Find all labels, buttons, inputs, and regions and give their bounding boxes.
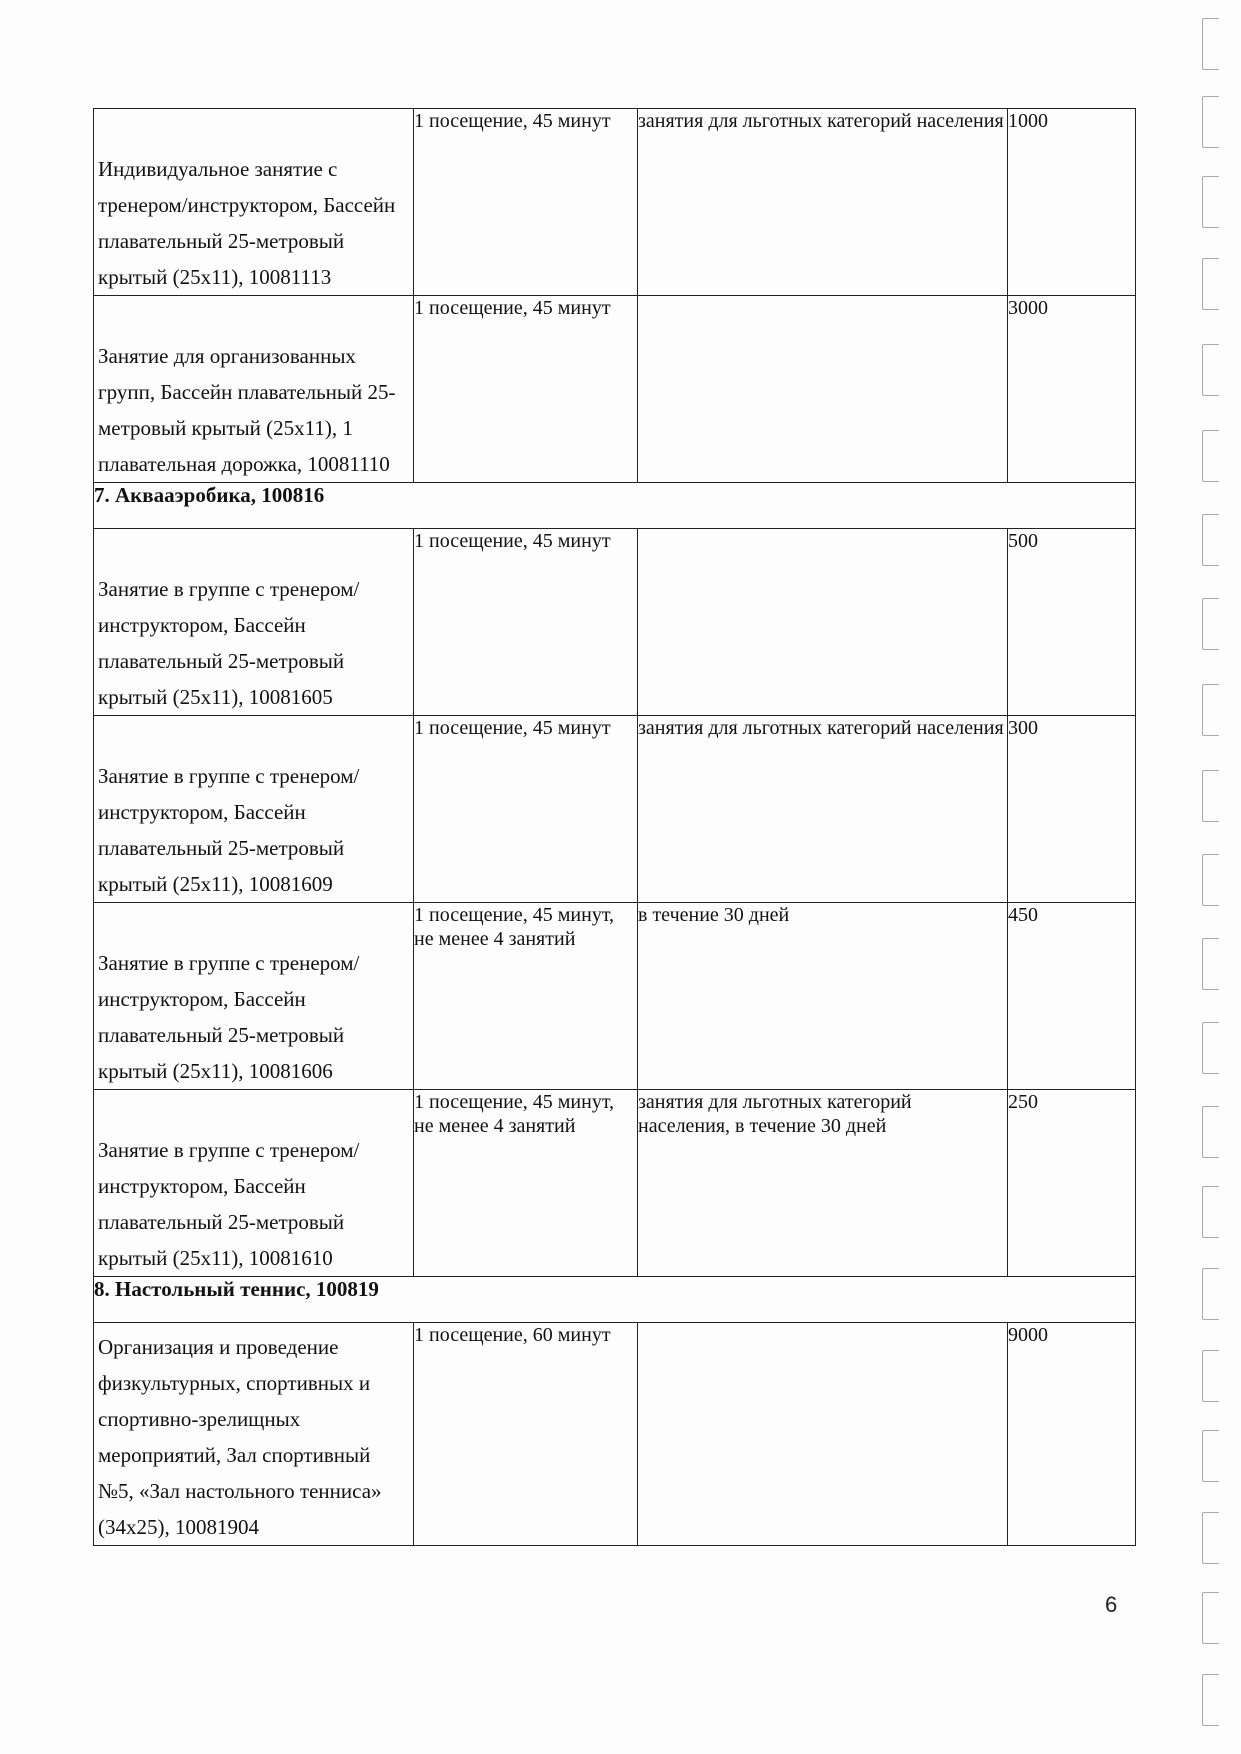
table-row [94,716,1136,903]
section-row [94,483,1136,529]
note-cell: занятия для льготных категорий населения [638,716,1008,903]
service-name-cell [94,1323,414,1546]
note-cell: в течение 30 дней [638,903,1008,1090]
note-cell [638,296,1008,483]
service-name-cell [94,1090,414,1277]
duration-cell: 1 посещение, 45 минут, не менее 4 занятий [414,903,638,1090]
table-row [94,1323,1136,1546]
service-name: Организация и проведение физкультурных, спортивных и спортивно-зрелищных мероприятий, Зал спортивный №5, «Зал настольного тенниса» (34x25), 10081904 [98,1335,382,1539]
binding-hole [1202,344,1219,396]
note-cell: занятия для льготных категорий населения [638,109,1008,296]
table-row [94,296,1136,483]
binding-hole [1202,1512,1219,1564]
service-name: Индивидуальное занятие с тренером/инструктором, Бассейн плавательный 25-метровый крытый (25x11), 10081113 [98,157,396,289]
binding-hole [1202,1022,1219,1074]
binding-hole [1202,1430,1219,1482]
table-row [94,109,1136,296]
duration-cell: 1 посещение, 45 минут [414,296,638,483]
service-name: Занятие для организованных групп, Бассейн плавательный 25-метровый крытый (25x11), 1 плавательная дорожка, 10081110 [98,344,396,476]
table-row [94,903,1136,1090]
note-cell: занятия для льготных категорий населения, в течение 30 дней [638,1090,1008,1277]
binding-hole [1202,96,1219,148]
price-cell: 300 [1008,716,1136,903]
binding-hole [1202,514,1219,566]
binding-hole [1202,598,1219,650]
binding-hole [1202,854,1219,906]
price-cell: 450 [1008,903,1136,1090]
binding-hole [1202,1674,1219,1726]
price-table [93,108,1136,1546]
binding-hole [1202,258,1219,310]
note-cell [638,529,1008,716]
table-row [94,529,1136,716]
binding-hole [1202,1268,1219,1320]
binding-hole [1202,430,1219,482]
service-name: Занятие в группе с тренером/инструктором, Бассейн плавательный 25-метровый крытый (25x11), 10081606 [98,951,360,1083]
price-cell: 500 [1008,529,1136,716]
duration-cell: 1 посещение, 60 минут [414,1323,638,1546]
binding-hole [1202,684,1219,736]
binding-hole [1202,18,1219,70]
section-row [94,1277,1136,1323]
price-cell: 1000 [1008,109,1136,296]
price-cell: 9000 [1008,1323,1136,1546]
service-name-cell [94,296,414,483]
binding-hole [1202,1350,1219,1402]
service-name-cell [94,716,414,903]
binding-hole [1202,938,1219,990]
note-cell [638,1323,1008,1546]
service-name: Занятие в группе с тренером/инструктором, Бассейн плавательный 25-метровый крытый (25x11), 10081610 [98,1138,360,1270]
section-heading: 8. Настольный теннис, 100819 [94,1277,1136,1323]
service-name: Занятие в группе с тренером/инструктором, Бассейн плавательный 25-метровый крытый (25x11), 10081605 [98,577,360,709]
section-heading: 7. Аквааэробика, 100816 [94,483,1136,529]
binding-hole [1202,1592,1219,1644]
binding-hole [1202,770,1219,822]
binding-hole [1202,1106,1219,1158]
duration-cell: 1 посещение, 45 минут [414,716,638,903]
service-name-cell [94,109,414,296]
binding-hole [1202,176,1219,228]
price-cell: 3000 [1008,296,1136,483]
price-cell: 250 [1008,1090,1136,1277]
duration-cell: 1 посещение, 45 минут, не менее 4 занятий [414,1090,638,1277]
binding-holes [1200,0,1230,1754]
table-row [94,1090,1136,1277]
binding-hole [1202,1186,1219,1238]
service-name-cell [94,903,414,1090]
service-name: Занятие в группе с тренером/инструктором, Бассейн плавательный 25-метровый крытый (25x11), 10081609 [98,764,360,896]
page-number: 6 [1105,1592,1118,1617]
duration-cell: 1 посещение, 45 минут [414,109,638,296]
duration-cell: 1 посещение, 45 минут [414,529,638,716]
service-name-cell [94,529,414,716]
